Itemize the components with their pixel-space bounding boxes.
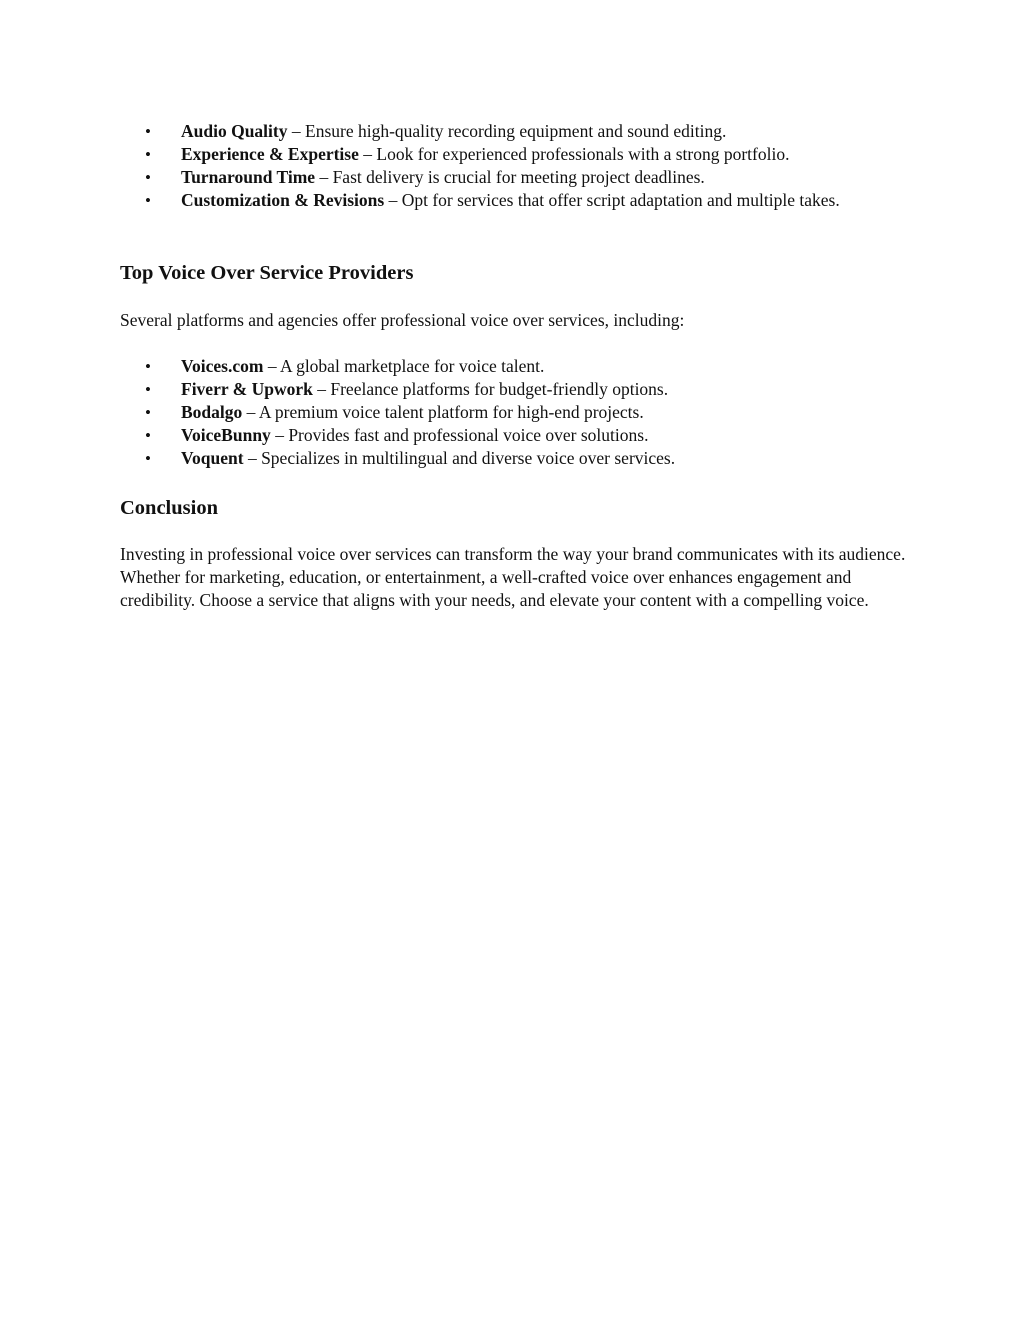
item-description: Ensure high-quality recording equipment and sound editing. [305,121,727,141]
item-separator: – [270,425,289,445]
list-item [120,355,910,378]
item-separator: – [384,190,402,210]
conclusion-text: Investing in professional voice over services can transform the way your brand communicates with its audience. Whether for marketing, education, or entertainment, a well-crafted voice over enhances engagement and credibility. Choose a service that aligns with your needs, and elevate your content with a compelling voice. [120,544,906,610]
item-term: Fiverr & Upwork [181,379,313,399]
item-description: Freelance platforms for budget-friendly options. [330,379,669,399]
item-separator: – [263,356,281,376]
item-term: Bodalgo [181,402,243,422]
bullet-icon: • [145,449,151,468]
bullet-icon: • [145,191,151,210]
list-item [120,143,910,166]
item-description: Provides fast and professional voice over solutions. [288,425,649,445]
bullet-icon: • [145,403,151,422]
list-item [120,189,910,212]
list-item [120,120,910,143]
bullet-icon: • [145,357,151,376]
providers-heading: Top Voice Over Service Providers [120,262,414,284]
list-item [120,166,910,189]
list-item [120,447,910,470]
item-description: A global marketplace for voice talent. [280,356,545,376]
bullet-icon: • [145,145,151,164]
bullet-icon: • [145,426,151,445]
bullet-icon: • [145,122,151,141]
item-term: Voquent [181,448,244,468]
bullet-icon: • [145,380,151,399]
item-description: Look for experienced professionals with a strong portfolio. [376,144,790,164]
item-separator: – [242,402,259,422]
item-separator: – [315,167,333,187]
item-term: Customization & Revisions [181,190,385,210]
item-description: Fast delivery is crucial for meeting project deadlines. [332,167,705,187]
item-term: VoiceBunny [181,425,271,445]
list-item [120,378,910,401]
item-separator: – [312,379,331,399]
considerations-list [120,120,910,212]
item-term: Voices.com [181,356,264,376]
list-item [120,401,910,424]
item-term: Experience & Expertise [181,144,359,164]
list-item [120,424,910,447]
providers-intro: Several platforms and agencies offer professional voice over services, including: [120,310,685,330]
item-description: A premium voice talent platform for high-end projects. [258,402,644,422]
item-description: Specializes in multilingual and diverse voice over services. [261,448,676,468]
item-separator: – [243,448,262,468]
item-term: Audio Quality [181,121,288,141]
item-term: Turnaround Time [181,167,316,187]
conclusion-heading: Conclusion [120,497,218,519]
providers-list [120,355,910,470]
item-separator: – [287,121,305,141]
item-description: Opt for services that offer script adaptation and multiple takes. [401,190,840,210]
item-separator: – [358,144,377,164]
bullet-icon: • [145,168,151,187]
